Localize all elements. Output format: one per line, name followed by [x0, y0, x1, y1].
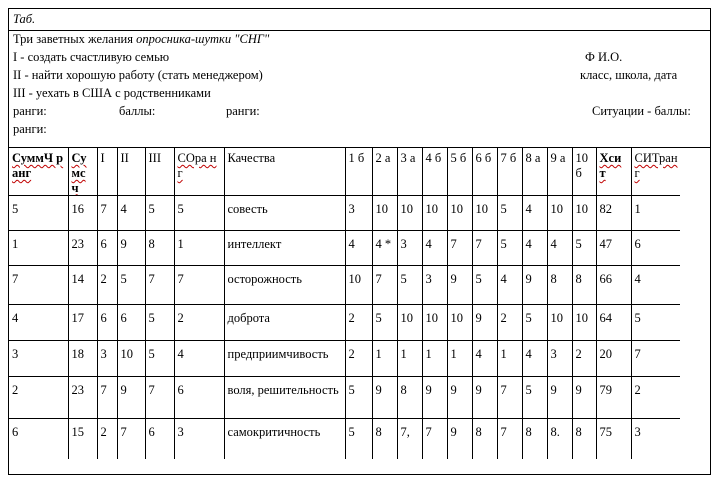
col-header-situation-4: 4 б: [422, 147, 447, 196]
points-label: баллы:: [119, 104, 156, 118]
table-cell: 7: [97, 377, 117, 419]
table-cell: 5: [572, 231, 596, 266]
table-cell: 4: [345, 231, 372, 266]
table-cell: 1: [174, 231, 224, 266]
table-cell: 3: [97, 341, 117, 377]
questionnaire-header: [9, 31, 710, 148]
table-cell: 7: [631, 341, 680, 377]
table-cell: 9: [572, 377, 596, 419]
table-cell: 5: [522, 305, 547, 341]
table-cell: 3: [634, 425, 641, 440]
table-cell: 2: [497, 305, 522, 341]
table-cell: 5: [631, 305, 680, 341]
table-cell: 7: [372, 266, 397, 305]
col-header-situation-10: 10 б: [572, 147, 596, 196]
table-cell: 10: [422, 196, 447, 231]
table-cell: 10: [397, 305, 422, 341]
col-header-wish-3: III: [145, 147, 174, 196]
table-cell: 2: [345, 305, 372, 341]
table-cell: 8: [522, 419, 547, 459]
col-header-wish-2: II: [117, 147, 145, 196]
table-cell: 4: [117, 196, 145, 231]
table-cell: 8: [572, 419, 596, 459]
table-row: [9, 419, 680, 459]
table-cell: 75: [596, 419, 631, 459]
table-cell: 9: [472, 377, 497, 419]
table-cell: 4: [174, 341, 224, 377]
table-cell: 9: [547, 377, 572, 419]
table-cell: 2: [9, 377, 68, 419]
table-cell: 23: [68, 231, 97, 266]
col-header-sum: Су мс ч: [68, 147, 97, 196]
table-cell: 6: [145, 419, 174, 459]
col-header-situation-8: 8 а: [522, 147, 547, 196]
table-cell: 7: [472, 231, 497, 266]
table-cell: 1: [447, 341, 472, 377]
table-cell: 4: [422, 231, 447, 266]
table-cell: 10: [572, 305, 596, 341]
table-cell: 5: [145, 341, 174, 377]
table-row: [9, 305, 680, 341]
table-cell: 5: [497, 196, 522, 231]
table-cell: 15: [68, 419, 97, 459]
table-cell: 9: [447, 266, 472, 305]
table-cell: 8: [472, 419, 497, 459]
table-cell: 5: [397, 266, 422, 305]
table-cell: 5: [372, 305, 397, 341]
class-school-date-label: класс, школа, дата: [580, 68, 678, 82]
table-cell: 4: [522, 196, 547, 231]
table-cell: 10: [572, 196, 596, 231]
table-cell: 10: [422, 305, 447, 341]
col-header-sum-rank: СуммЧ ранг: [9, 147, 68, 196]
table-cell: 1: [422, 341, 447, 377]
table-cell: 8.: [547, 419, 572, 459]
table-cell: 7: [97, 196, 117, 231]
table-cell: 6: [9, 419, 68, 459]
table-cell: 5: [145, 305, 174, 341]
table-cell: 3: [422, 266, 447, 305]
col-header-wish-1: I: [97, 147, 117, 196]
table-cell: 4: [631, 266, 680, 305]
table-cell: 3: [345, 196, 372, 231]
quality-cell: совесть: [224, 196, 345, 231]
table-cell: 47: [596, 231, 631, 266]
table-cell: 5: [174, 196, 224, 231]
table-cell: 7,: [397, 419, 422, 459]
table-cell: 16: [68, 196, 97, 231]
col-header-situation-1: 1 б: [345, 147, 372, 196]
table-cell: 8: [572, 266, 596, 305]
table-cell: 10: [397, 196, 422, 231]
quality-cell: интеллект: [224, 231, 345, 266]
table-cell: 10: [447, 305, 472, 341]
table-cell: 9: [447, 419, 472, 459]
table-cell: 3: [397, 231, 422, 266]
table-cell: 10: [472, 196, 497, 231]
fio-label: Ф И.О.: [585, 50, 623, 64]
table-cell: 5: [345, 377, 372, 419]
table-cell: 5: [345, 419, 372, 459]
table-cell: 4: [9, 305, 68, 341]
table-cell: 10: [345, 266, 372, 305]
table-cell: 5: [522, 377, 547, 419]
table-cell: 6: [97, 305, 117, 341]
table-cell: 9: [447, 377, 472, 419]
quality-cell: предприимчивость: [224, 341, 345, 377]
title-prefix: Три заветных желания: [13, 32, 137, 46]
table-header-row: [9, 147, 680, 196]
table-cell: 5: [9, 196, 68, 231]
ranks-label-3: ранги:: [13, 122, 47, 136]
table-cell: 7: [497, 377, 522, 419]
col-header-situation-9: 9 а: [547, 147, 572, 196]
table-cell: 2: [174, 305, 224, 341]
col-header-situation-3: 3 а: [397, 147, 422, 196]
table-cell: 3: [9, 341, 68, 377]
table-cell: 10: [447, 196, 472, 231]
table-row: [9, 377, 680, 419]
quality-cell: воля, решительность: [224, 377, 345, 419]
wish-3: III - уехать в США с родственниками: [13, 86, 211, 100]
table-cell: 3: [547, 341, 572, 377]
ranks-label-1: ранги:: [13, 104, 47, 118]
table-cell: 9: [117, 377, 145, 419]
table-cell: 82: [596, 196, 631, 231]
table-cell: 7: [447, 231, 472, 266]
table-cell: 7: [117, 419, 145, 459]
table-cell: 7: [422, 419, 447, 459]
table-cell: 9: [372, 377, 397, 419]
table-row: [9, 196, 680, 231]
quality-cell: осторожность: [224, 266, 345, 305]
table-cell: 4 *: [372, 231, 397, 266]
table-cell: 10: [547, 196, 572, 231]
table-cell: 20: [596, 341, 631, 377]
wish-1: I - создать счастливую семью: [13, 50, 170, 64]
table-cell: 9: [117, 231, 145, 266]
table-cell: 6: [97, 231, 117, 266]
table-cell: 2: [97, 419, 117, 459]
table-cell: 9: [472, 305, 497, 341]
table-cell: 6: [174, 377, 224, 419]
table-cell: 4: [522, 231, 547, 266]
table-cell: 10: [372, 196, 397, 231]
table-cell: 1: [631, 196, 680, 231]
table-cell: 2: [572, 341, 596, 377]
table-cell: 64: [596, 305, 631, 341]
table-cell: 14: [68, 266, 97, 305]
col-header-situation-6: 6 б: [472, 147, 497, 196]
table-cell: 2: [345, 341, 372, 377]
col-header-situation-rank: СИТран г: [631, 147, 680, 196]
col-header-situation-sum: Хси т: [596, 147, 631, 196]
table-cell: 8: [145, 231, 174, 266]
table-cell: 5: [497, 231, 522, 266]
title-italic: опросника-шутки "СНГ": [136, 32, 270, 46]
table-cell: 1: [397, 341, 422, 377]
table-cell: 1: [497, 341, 522, 377]
table-cell: 7: [174, 266, 224, 305]
table-row: [9, 341, 680, 377]
table-cell: 17: [68, 305, 97, 341]
table-cell: 79: [596, 377, 631, 419]
quality-cell: самокритичность: [224, 419, 345, 459]
table-row: [9, 266, 680, 305]
situations-points-label: Ситуации - баллы:: [592, 104, 691, 118]
table-cell: 8: [547, 266, 572, 305]
table-cell: 5: [145, 196, 174, 231]
wish-2: II - найти хорошую работу (стать менеджером): [13, 68, 263, 82]
table-cell: 5: [472, 266, 497, 305]
table-cell: 6: [631, 231, 680, 266]
col-header-so-rank: СОра нг: [174, 147, 224, 196]
ranks-label-2: ранги:: [226, 104, 260, 118]
col-header-situation-2: 2 а: [372, 147, 397, 196]
table-cell: 1: [9, 231, 68, 266]
table-cell: 2: [631, 377, 680, 419]
col-header-situation-7: 7 б: [497, 147, 522, 196]
table-cell: 1: [372, 341, 397, 377]
table-cell: 3: [174, 419, 224, 459]
table-cell: 8: [372, 419, 397, 459]
table-cell: 4: [472, 341, 497, 377]
table-cell: 10: [117, 341, 145, 377]
table-cell: 7: [497, 419, 522, 459]
col-header-qualities: Качества: [224, 147, 345, 196]
table-cell: 5: [117, 266, 145, 305]
table-cell: 4: [522, 341, 547, 377]
table-cell: 66: [596, 266, 631, 305]
table-cell: 10: [547, 305, 572, 341]
table-cell: 23: [68, 377, 97, 419]
questionnaire-title: [13, 32, 269, 47]
table-cell: 9: [522, 266, 547, 305]
table-row: [9, 231, 680, 266]
col-header-situation-5: 5 б: [447, 147, 472, 196]
table-cell: 6: [117, 305, 145, 341]
table-label: Таб.: [9, 9, 710, 31]
table-cell: 4: [547, 231, 572, 266]
quality-cell: доброта: [224, 305, 345, 341]
table-cell: 7: [9, 266, 68, 305]
table-cell: 7: [145, 266, 174, 305]
table-cell: 4: [497, 266, 522, 305]
table-cell: 7: [145, 377, 174, 419]
table-cell: 18: [68, 341, 97, 377]
table-frame: [8, 8, 711, 475]
table-cell: 8: [397, 377, 422, 419]
table-cell: 9: [422, 377, 447, 419]
qualities-table: [9, 147, 680, 459]
table-cell: 2: [97, 266, 117, 305]
